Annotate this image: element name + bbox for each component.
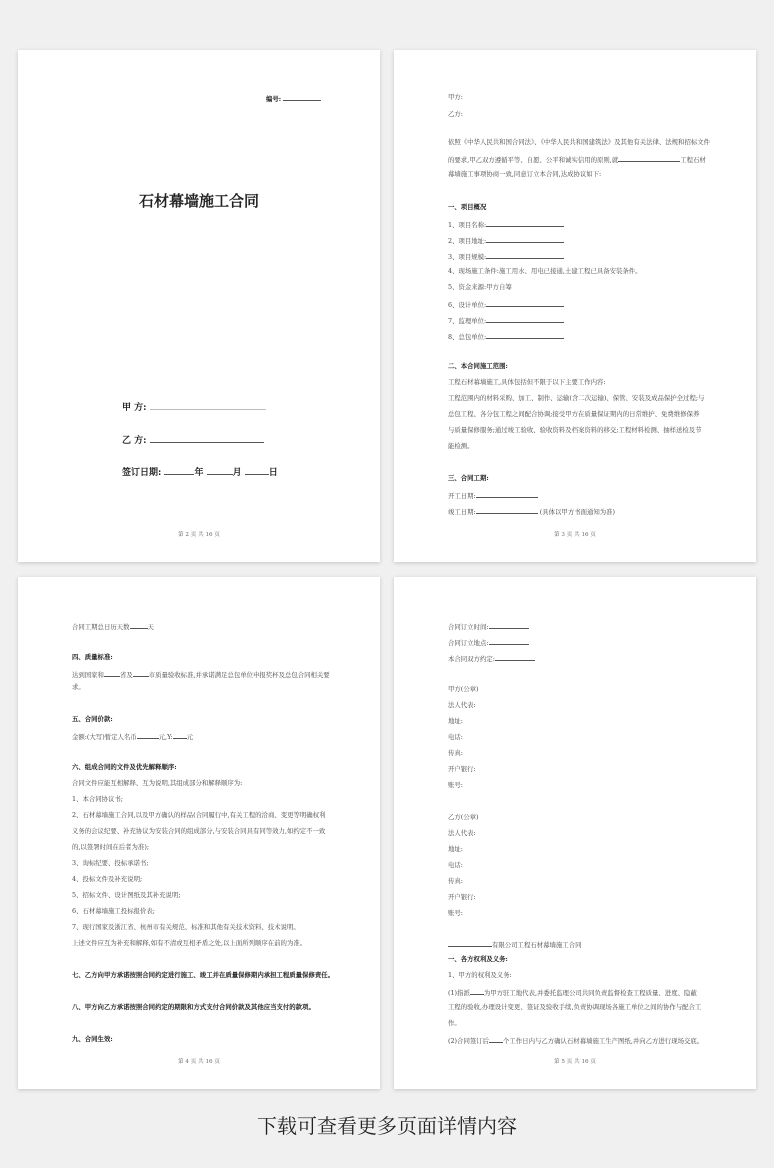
paragraph-line: 能检测。 [448,442,474,450]
section-title: 一、各方权利及义务: [448,955,508,963]
paragraph-line: 与质量保修服务;通过竣工验收、验收资料及档案资料的移交;工程材料检测、抽样送检及节 [448,426,702,434]
contract-title: 石材幕墙施工合同 [138,192,259,210]
signature-line: 法人代表: [448,829,476,837]
paragraph-line: 义务的会议纪要、补充协议为安装合同的组成部分,与安装合同具有同等效力,如约定不一致 [72,827,326,835]
item-label: 1、项目名称: [448,221,487,229]
paragraph-line: 7、现行国家及浙江省、杭州市有关规范、标准和其他有关技术资料、技术说明。 [72,923,300,931]
sign-date-label: 签订日期: [122,468,162,478]
paragraph-line: 4、投标文件及补充说明; [72,875,143,883]
duration-label: 合同工期总日历天数 [72,623,130,631]
paragraph-line: 上述文件应互为补充和解释,如有不清或互相矛盾之处,以上面所列顺序在前的为准。 [72,939,307,947]
list-item [448,235,564,245]
signature-line: 乙方(公章) [448,813,479,821]
text: 省及 [119,671,133,679]
effective-line [448,653,535,663]
item-label: 2、项目地址: [448,237,487,245]
page-footer: 第 4 页 共 16 页 [178,1059,220,1065]
contract-number-field [266,93,321,103]
sign-time-line [448,621,529,631]
company-text: 有限公司工程石材幕墙施工合同 [492,941,582,949]
list-item: 4、现场施工条件:施工用水、用电已接通,土建工程已具备安装条件。 [448,267,642,275]
party-b-line: 乙方: [448,110,463,118]
end-date-label: 竣工日期: [448,508,476,516]
document-page-3 [18,577,380,1089]
start-date-line [448,490,538,500]
paragraph-line: 工程石材幕墙施工,具体包括但不限于以下主要工作内容: [448,378,606,386]
signature-line: 法人代表: [448,701,476,709]
text: 元 [186,733,194,741]
paragraph-line: 2、石材幕墙施工合同,以及甲方确认的样品(合同履行中,有关工程的洽商、变更等明确权利 [72,811,326,819]
section-title: 一、项目概况 [448,203,487,211]
signature-line: 账号: [448,909,463,917]
section-title: 九、合同生效: [72,1035,113,1043]
intro-line: 幕墙施工事项协商一致,同意订立本合同,达成协议如下: [448,170,602,178]
paragraph-line: 1、甲方的权利及义务: [448,971,512,979]
contract-number-label: 编号: [266,95,282,103]
month-label: 月 [232,468,242,478]
price-line [72,731,193,741]
paragraph-line [448,987,697,997]
list-item [448,331,564,341]
page-footer: 第 2 页 共 16 页 [178,532,220,538]
paragraph-line: 合同文件应能互相解释、互为说明,其组成部分和解释顺序为: [72,779,243,787]
text: 个工作日内与乙方确认石材幕墙施工生产图纸,并向乙方进行现场交底。 [503,1037,704,1045]
paragraph-line: 1、本合同协议书; [72,795,123,803]
section-title: 二、本合同施工范围: [448,362,508,370]
document-page-2 [394,50,756,562]
paragraph-line [72,669,330,679]
paragraph-line: 的,以签署时间在后者为准); [72,843,149,851]
sign-place-label: 合同订立地点: [448,639,489,647]
party-a-label: 甲 方: [122,403,147,413]
section-title: 五、合同价款: [72,715,113,723]
text: 达到国家和 [72,671,104,679]
list-item: 5、资金来源:甲方自筹 [448,283,512,291]
start-date-label: 开工日期: [448,492,476,500]
text: 为甲方驻工地代表,并委托监理公司共同负责监督检查工程质量、进度、隐蔽 [483,989,697,997]
intro-text: 的要求,甲乙双方遵循平等、自愿、公平和诚实信用的原则,就 [448,156,619,164]
signature-line: 地址: [448,717,463,725]
document-page-4 [394,577,756,1089]
item-label: 3、项目规模: [448,253,487,261]
paragraph-line: 3、询标纪要、投标承诺书; [72,859,149,867]
end-date-line [448,506,615,516]
paragraph-line: 求。 [72,683,85,691]
day-label: 日 [268,468,278,478]
duration-unit: 天 [147,623,154,631]
effective-label: 本合同双方约定: [448,655,495,663]
item-label: 7、监理单位: [448,317,487,325]
paragraph-line: 工程范围内的材料采购、加工、制作、运输(含二次运输)、保管、安装及成品保护全过程;与 [448,394,705,402]
item-label: 8、总包单位: [448,333,487,341]
paragraph-line: 工程的验收,办理设计变更、签证及验收手续,负责协调现场各施工单位之间的协作与配合工 [448,1003,702,1011]
year-label: 年 [194,468,204,478]
signature-line: 电话: [448,733,463,741]
duration-line [72,621,154,631]
list-item [448,251,564,261]
party-b-label: 乙 方: [122,436,147,446]
paragraph-line: 6、石材幕墙施工投标报价表; [72,907,155,915]
paragraph-line: 5、招标文件、设计图纸及其补充说明; [72,891,181,899]
download-caption: 下载可查看更多页面详情内容 [257,1114,517,1138]
list-item [448,219,564,229]
intro-line [448,154,706,164]
page-footer: 第 3 页 共 16 页 [554,532,596,538]
section-title: 八、甲方向乙方承诺按照合同约定的期限和方式支付合同价款及其他应当支付的款项。 [72,1003,315,1011]
party-a-field [122,400,266,413]
list-item [448,315,564,325]
sign-place-line [448,637,529,647]
signature-line: 账号: [448,781,463,789]
paragraph-line: 作。 [448,1019,461,1027]
section-title: 四、质量标准: [72,653,113,661]
intro-text: 工程石材 [680,156,706,164]
signature-line: 传真: [448,877,463,885]
text: 金额:(大写)暂定人名币 [72,733,137,741]
paragraph-line: 总包工程、各分包工程之间配合协调;接受甲方在质量保证期内的日常维护、免费维修保养 [448,410,700,418]
party-b-field [122,433,264,446]
end-date-note: (具体以甲方书面通知为准) [539,508,616,516]
signature-line: 地址: [448,845,463,853]
signature-line: 开户银行: [448,765,476,773]
text: 市质量验收标准,并承诺满足总包单位申报奖杯及总包合同相关要 [148,671,330,679]
text: (1)指派 [448,989,470,997]
signature-line: 传真: [448,749,463,757]
document-page-cover [18,50,380,562]
page-footer: 第 5 页 共 16 页 [554,1059,596,1065]
signature-line: 开户银行: [448,893,476,901]
intro-line: 依照《中华人民共和国合同法》、《中华人民共和国建筑法》及其他有关法律、法规和招标文件 [448,138,711,146]
sign-time-label: 合同订立时间: [448,623,489,631]
item-label: 6、设计单位: [448,301,487,309]
text: (2)合同签订后 [448,1037,490,1045]
company-line [448,939,581,949]
signature-line: 甲方(公章) [448,685,479,693]
section-title: 三、合同工期: [448,474,489,482]
party-a-line: 甲方: [448,93,463,101]
paragraph-line [448,1035,703,1045]
text: 元,Y: [158,733,173,741]
section-title: 六、组成合同的文件及优先解释顺序: [72,763,177,771]
section-title: 七、乙方向甲方承诺按照合同约定进行施工、竣工并在质量保修期内承担工程质量保修责任。 [72,971,335,979]
signature-line: 电话: [448,861,463,869]
sign-date-field [122,465,278,478]
list-item [448,299,564,309]
